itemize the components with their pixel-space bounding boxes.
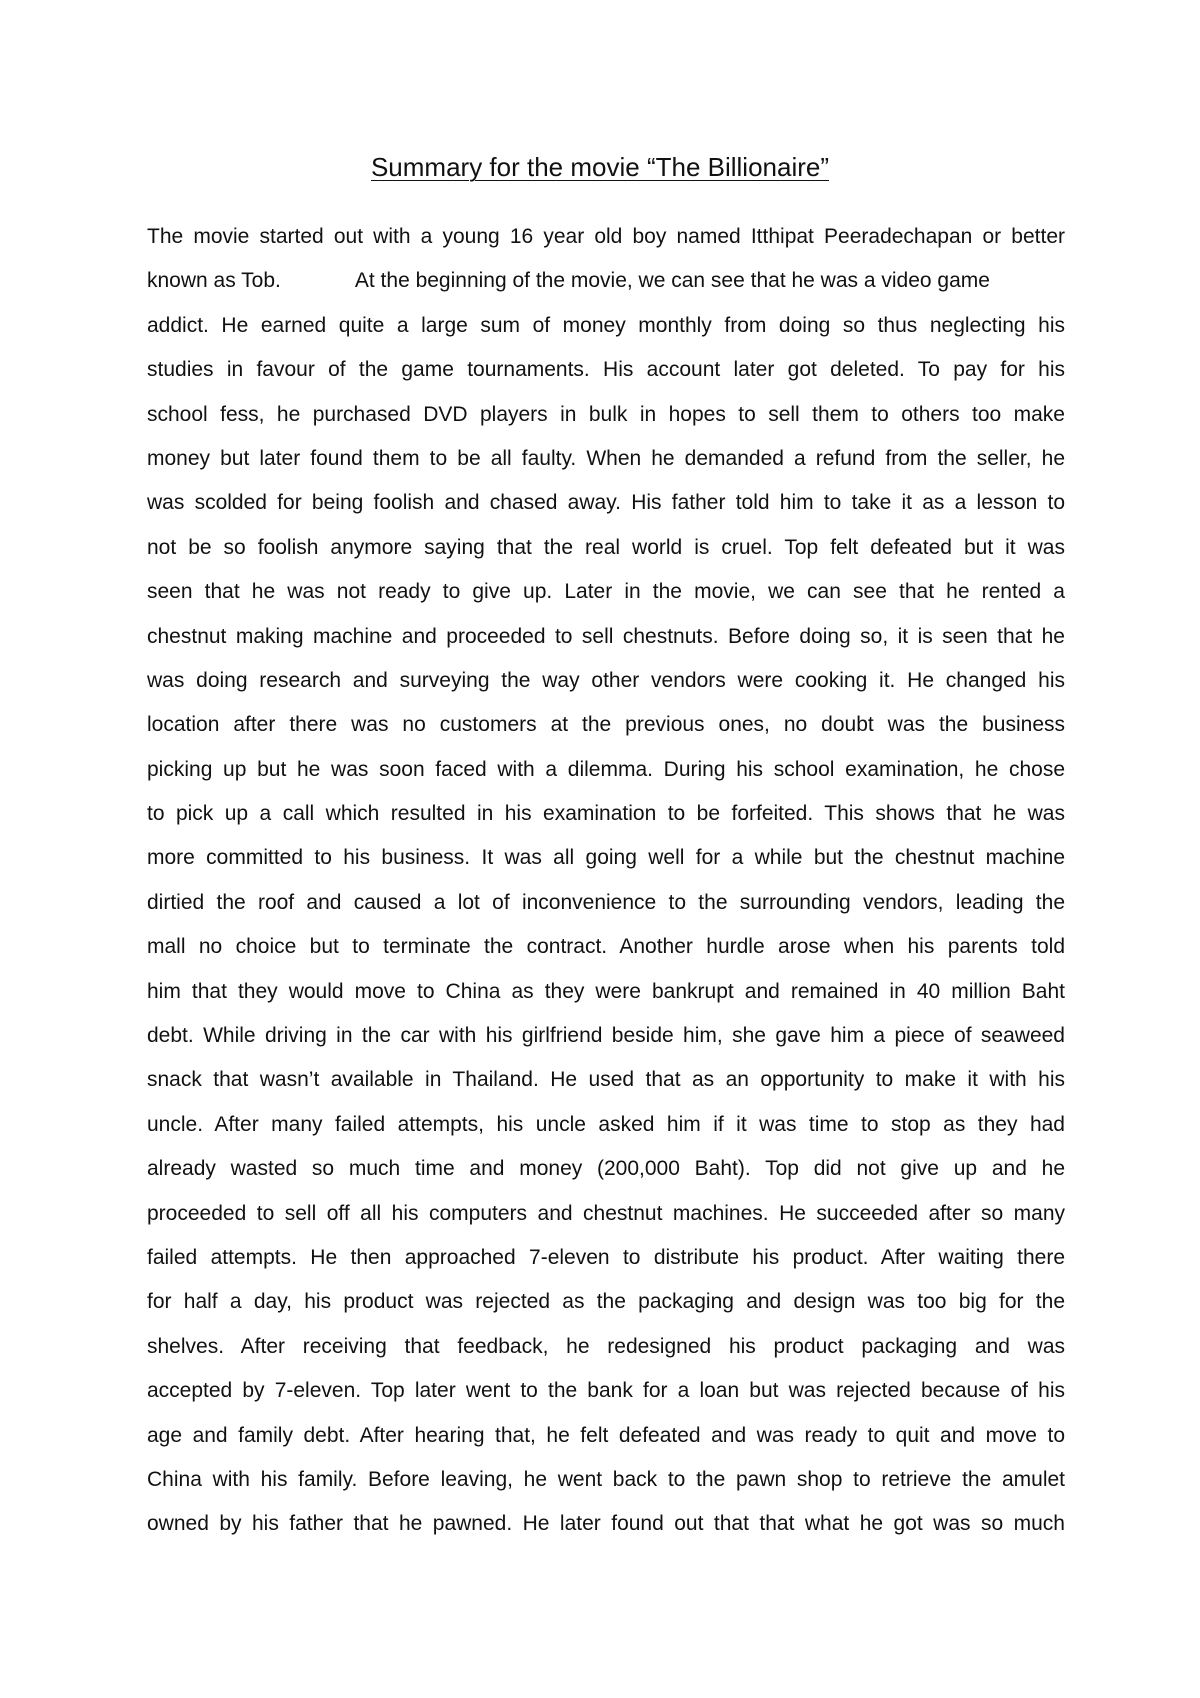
- document-title: Summary for the movie “The Billionaire”: [370, 152, 830, 182]
- text-line: addict. He earned quite a large sum of money monthly from doing so thus neglecting his: [147, 313, 1065, 337]
- text-line: already wasted so much time and money (200,000 Baht). Top did not give up and he: [147, 1157, 1065, 1181]
- text-line: China with his family. Before leaving, he went back to the pawn shop to retrieve the amulet: [147, 1467, 1065, 1491]
- text-line: owned by his father that he pawned. He later found out that that what he got was so much: [147, 1512, 1065, 1536]
- text-line: was doing research and surveying the way other vendors were cooking it. He changed his: [147, 668, 1065, 692]
- text-line: snack that wasn’t available in Thailand. He used that as an opportunity to make it with his: [147, 1068, 1065, 1092]
- text-line: for half a day, his product was rejected as the packaging and design was too big for the: [147, 1290, 1065, 1314]
- text-line: to pick up a call which resulted in his examination to be forfeited. This shows that he was: [147, 802, 1065, 826]
- text-segment: At the beginning of the movie, we can see that he was a video game: [354, 269, 990, 293]
- text-line: proceeded to sell off all his computers and chestnut machines. He succeeded after so many: [147, 1201, 1065, 1225]
- text-line: studies in favour of the game tournaments. His account later got deleted. To pay for his: [147, 358, 1065, 382]
- summary-paragraph: [147, 222, 1065, 1554]
- text-line: uncle. After many failed attempts, his uncle asked him if it was time to stop as they had: [147, 1112, 1065, 1136]
- text-line: age and family debt. After hearing that, he felt defeated and was ready to quit and move to: [147, 1423, 1065, 1447]
- text-line: not be so foolish anymore saying that the real world is cruel. Top felt defeated but it was: [147, 535, 1065, 559]
- text-line: seen that he was not ready to give up. Later in the movie, we can see that he rented a: [147, 580, 1065, 604]
- text-line: [147, 266, 1065, 310]
- text-line: him that they would move to China as they were bankrupt and remained in 40 million Baht: [147, 979, 1065, 1003]
- text-line: was scolded for being foolish and chased away. His father told him to take it as a lesson to: [147, 491, 1065, 515]
- text-line: failed attempts. He then approached 7-eleven to distribute his product. After waiting there: [147, 1245, 1065, 1269]
- text-line: accepted by 7-eleven. Top later went to the bank for a loan but was rejected because of his: [147, 1379, 1065, 1403]
- text-line: debt. While driving in the car with his girlfriend beside him, she gave him a piece of seaweed: [147, 1024, 1065, 1048]
- text-segment: known as Tob.: [147, 269, 281, 293]
- text-line: location after there was no customers at the previous ones, no doubt was the business: [147, 713, 1065, 737]
- text-line: school fess, he purchased DVD players in bulk in hopes to sell them to others too make: [147, 402, 1065, 426]
- text-line: more committed to his business. It was all going well for a while but the chestnut machine: [147, 846, 1065, 870]
- text-line: mall no choice but to terminate the contract. Another hurdle arose when his parents told: [147, 935, 1065, 959]
- text-line: dirtied the roof and caused a lot of inconvenience to the surrounding vendors, leading the: [147, 890, 1065, 914]
- text-line: money but later found them to be all faulty. When he demanded a refund from the seller, he: [147, 446, 1065, 470]
- text-line: chestnut making machine and proceeded to sell chestnuts. Before doing so, it is seen that he: [147, 624, 1065, 648]
- text-line: picking up but he was soon faced with a dilemma. During his school examination, he chose: [147, 757, 1065, 781]
- text-line: shelves. After receiving that feedback, he redesigned his product packaging and was: [147, 1334, 1065, 1358]
- text-line: The movie started out with a young 16 year old boy named Itthipat Peeradechapan or better: [147, 225, 1065, 248]
